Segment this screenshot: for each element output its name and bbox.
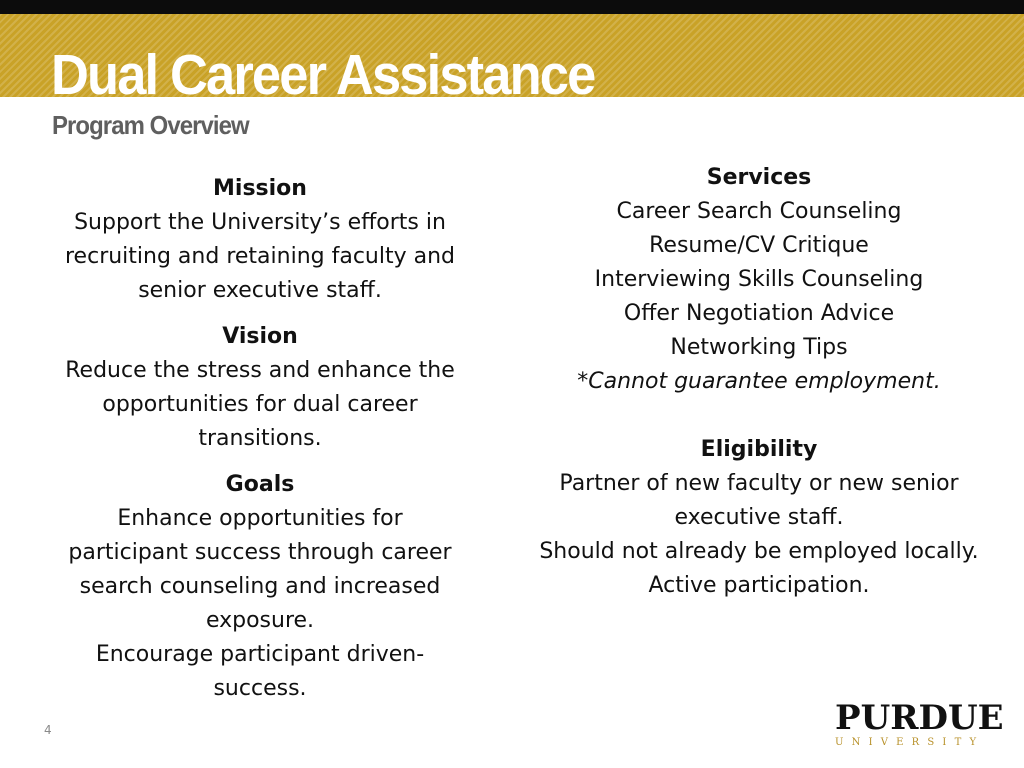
page-number: 4: [44, 723, 52, 737]
service-item: Networking Tips: [670, 335, 848, 360]
vision-line: transitions.: [198, 426, 322, 451]
goals-line: Enhance opportunities for: [117, 506, 403, 531]
logo-subtext: UNIVERSITY: [835, 737, 985, 748]
eligibility-line: Partner of new faculty or new senior: [559, 471, 959, 496]
right-column: [522, 161, 996, 603]
vision-heading: Vision: [222, 324, 298, 349]
top-bar: [0, 0, 1024, 14]
eligibility-line: executive staff.: [674, 505, 844, 530]
vision-line: Reduce the stress and enhance the: [65, 358, 455, 383]
vision-line: opportunities for dual career: [102, 392, 418, 417]
goals-line: search counseling and increased: [79, 574, 441, 599]
purdue-logo: [835, 698, 1004, 752]
services-section: [522, 161, 996, 399]
vision-section: [44, 320, 476, 456]
slide-subtitle: Program Overview: [52, 110, 249, 140]
services-disclaimer: *Cannot guarantee employment.: [577, 369, 941, 394]
service-item: Resume/CV Critique: [649, 233, 869, 258]
service-item: Interviewing Skills Counseling: [594, 267, 924, 292]
goals-line: Encourage participant driven-: [95, 642, 425, 667]
service-item: Offer Negotiation Advice: [623, 301, 895, 326]
goals-line: success.: [213, 676, 307, 701]
eligibility-line: Active participation.: [648, 573, 870, 598]
mission-section: [44, 172, 476, 308]
services-heading: Services: [706, 165, 812, 190]
eligibility-section: [522, 433, 996, 603]
left-column: [44, 172, 476, 706]
slide-title: Dual Career Assistance: [51, 43, 595, 107]
mission-line: Support the University’s efforts in: [74, 210, 446, 235]
goals-heading: Goals: [225, 472, 295, 497]
mission-line: senior executive staff.: [138, 278, 382, 303]
eligibility-line: Should not already be employed locally.: [539, 539, 979, 564]
eligibility-heading: Eligibility: [700, 437, 818, 462]
goals-line: exposure.: [205, 608, 315, 633]
service-item: Career Search Counseling: [616, 199, 902, 224]
goals-line: participant success through career: [68, 540, 452, 565]
logo-wordmark: PURDUE: [835, 698, 1004, 738]
mission-heading: Mission: [213, 176, 307, 201]
goals-section: [44, 468, 476, 706]
mission-line: recruiting and retaining faculty and: [65, 244, 455, 269]
